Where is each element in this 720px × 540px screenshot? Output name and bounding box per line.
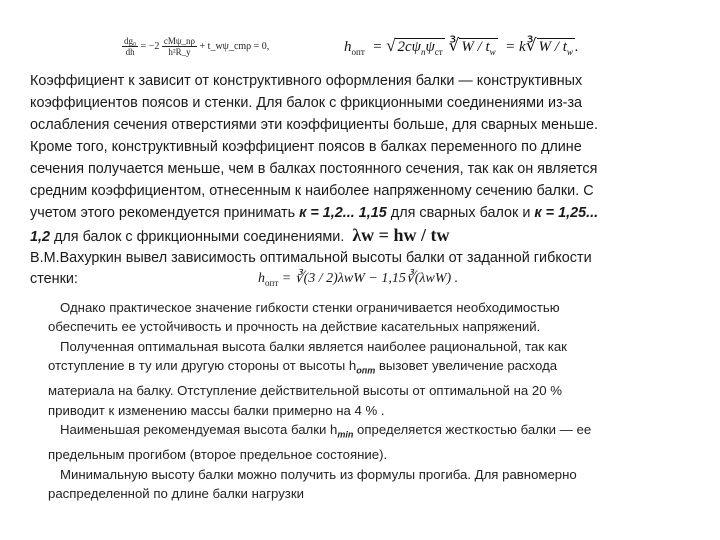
p3-line-7-rest: определяется жесткостью балки — ее	[353, 422, 592, 438]
vakhurkin-formula	[258, 270, 458, 288]
p3-line-6: приводит к изменению массы балки примерно на 4 % .	[48, 402, 385, 418]
h-opt-formula: $h_{опт}$ = √ $2c\psi_n\psi_{ст}$ ∛ W / $t_w$ = k∛ W / $t_w$ .	[344, 36, 579, 57]
p1-line-8	[30, 224, 716, 248]
h-min-sub: min	[337, 429, 354, 440]
sqrt-sub2: ст	[434, 47, 443, 57]
p3-line-7	[48, 420, 708, 445]
rhs-fraction	[162, 36, 197, 57]
cbrt-radicand-2	[537, 38, 575, 55]
paragraph-1	[30, 70, 716, 248]
differential-equation	[122, 36, 269, 57]
rhs-prefix: = −2	[140, 40, 160, 52]
vakhurkin-h-sub: опт	[265, 277, 279, 288]
paragraph-3	[48, 298, 708, 503]
lambda-formula: λw = hw / tw	[352, 225, 450, 245]
vakhurkin-h: h	[258, 271, 265, 286]
cbrt1-text: W / t	[461, 39, 490, 55]
cbrt1-sub: w	[489, 47, 496, 57]
h-symbol: h	[344, 39, 352, 55]
p3-line-3: Полученная оптимальная высота балки является наиболее рациональной, так как	[60, 338, 567, 354]
p3-line-9: Минимальную высоту балки можно получить из формулы прогиба. Для равномерно	[60, 466, 577, 482]
p3-line-4-rest: вызовет увеличение расхода	[375, 358, 558, 374]
p3-line-5: материала на балку. Отступление действительной высоты от оптимальной на 20 %	[48, 383, 562, 399]
sqrt-part2: ψ	[425, 39, 435, 55]
rhs-numerator: cMψ_nρ	[163, 36, 196, 46]
lhs-denominator: dh	[125, 47, 135, 57]
p1-line-4: Кроме того, конструктивный коэффициент поясов в балках переменного по длине	[30, 139, 582, 155]
p3-line-4	[48, 356, 708, 381]
p3-line-1: Однако практическое значение гибкости стенки ограничивается необходимостью	[60, 300, 560, 315]
p2-line-2: стенки:	[30, 271, 78, 287]
p1-line-8-rest: для балок с фрикционными соединениями.	[50, 229, 345, 245]
h-opt-sub: опт	[356, 365, 376, 376]
k-value-welded: к = 1,2... 1,15	[299, 205, 387, 221]
p1-line-7-mid: для сварных балок и	[386, 205, 535, 221]
cbrt-symbol-1: ∛	[448, 36, 460, 55]
p3-line-7-text: Наименьшая рекомендуемая высота балки h	[60, 422, 338, 438]
p1-line-3: ослабления сечения отверстиями эти коэффициенты больше, для сварных меньше.	[30, 117, 599, 133]
p1-line-5: сечения получается меньше, чем в балках постоянного сечения, так как он является	[30, 161, 598, 177]
p3-line-8: предельным прогибом (второе предельное состояние).	[48, 447, 388, 463]
sqrt-radicand	[395, 38, 444, 55]
rhs-suffix: + t_wψ_cmρ = 0,	[199, 40, 270, 52]
cbrt2-sub: w	[566, 47, 573, 57]
sqrt-sub1: n	[420, 47, 426, 57]
cbrt-symbol-2: ∛	[525, 36, 537, 55]
p2-line-1: В.М.Вахуркин вывел зависимость оптимальной высоты балки от заданной гибкости	[30, 250, 592, 266]
sqrt-symbol: √	[386, 36, 396, 55]
lhs-numerator: dg₀	[124, 36, 137, 46]
lhs-fraction	[122, 36, 138, 57]
cbrt-radicand-1	[459, 38, 497, 55]
rhs-denominator: h²R_y	[168, 47, 191, 57]
formula-row-top	[122, 30, 682, 70]
p3-line-4-text: отступление в ту или другую стороны от высоты h	[48, 358, 357, 374]
p3-line-2: обеспечить ее устойчивость и прочность на действие касательных напряжений.	[48, 319, 541, 335]
p3-line-10: распределенной по длине балки нагрузки	[48, 485, 304, 501]
p1-line-1: Коэффициент к зависит от конструктивного оформления балки — конструктивных	[30, 73, 583, 89]
k-value-friction-end: 1,2	[30, 229, 51, 245]
p1-line-7-pre: учетом этого рекомендуется принимать	[30, 205, 300, 221]
p1-line-7	[30, 202, 716, 224]
k-value-friction: к = 1,25...	[534, 205, 599, 221]
p1-line-2: коэффициентов поясов и стенки. Для балок с фрикционными соединениями из-за	[30, 95, 583, 111]
vakhurkin-rest: = ∛(3 / 2)λwW − 1,15∛(λwW) .	[278, 271, 459, 286]
eq-k: = k	[505, 39, 526, 55]
formula-end: .	[574, 39, 579, 55]
sqrt-part1: 2cψ	[397, 39, 421, 55]
p1-line-6: средним коэффициентом, отнесенным к наиболее напряженному сечению балки. С	[30, 183, 594, 199]
h-subscript: опт	[351, 47, 365, 57]
cbrt2-text: W / t	[538, 39, 567, 55]
